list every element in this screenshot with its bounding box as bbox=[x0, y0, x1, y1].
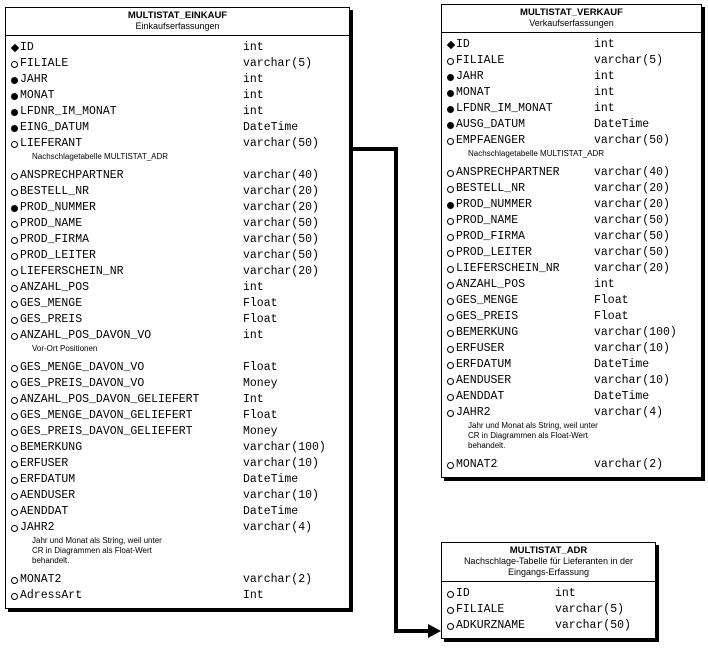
field-row-lieferschein-nr[interactable] bbox=[6, 264, 349, 280]
field-name: MONAT bbox=[456, 86, 491, 99]
field-type: int bbox=[594, 70, 615, 83]
required-field-icon bbox=[447, 106, 454, 113]
optional-field-icon bbox=[447, 330, 454, 337]
field-name: GES_PREIS bbox=[20, 313, 83, 326]
field-row-bemerkung[interactable] bbox=[442, 325, 701, 341]
field-name: ANZAHL_POS bbox=[20, 281, 90, 294]
field-row-prod-name[interactable] bbox=[442, 213, 701, 229]
field-type: varchar(2) bbox=[243, 573, 313, 586]
optional-field-icon bbox=[447, 250, 454, 257]
field-row-ansprechpartner[interactable] bbox=[6, 168, 349, 184]
required-field-icon bbox=[11, 77, 18, 84]
required-field-icon bbox=[447, 122, 454, 129]
optional-field-icon bbox=[447, 266, 454, 273]
field-type: varchar(20) bbox=[243, 185, 319, 198]
field-name: ERFUSER bbox=[20, 457, 69, 470]
field-row-filiale[interactable] bbox=[442, 53, 701, 69]
field-type: DateTime bbox=[594, 118, 650, 131]
field-type: DateTime bbox=[243, 473, 299, 486]
field-type: int bbox=[243, 89, 264, 102]
field-type: Float bbox=[594, 294, 629, 307]
field-row-aenduser[interactable] bbox=[6, 488, 349, 504]
optional-field-icon bbox=[447, 234, 454, 241]
field-type: DateTime bbox=[594, 358, 650, 371]
field-row-anzahl-pos[interactable] bbox=[442, 277, 701, 293]
field-row-prod-firma[interactable] bbox=[442, 229, 701, 245]
field-type: varchar(100) bbox=[594, 326, 677, 339]
field-row-ansprechpartner[interactable] bbox=[442, 165, 701, 181]
field-type: varchar(4) bbox=[243, 521, 313, 534]
field-note: Nachschlagetabelle MULTISTAT_ADR bbox=[468, 149, 605, 158]
table-title: MULTISTAT_VERKAUF bbox=[520, 7, 623, 18]
field-type: varchar(50) bbox=[594, 134, 670, 147]
field-row-ges-preis-davon-vo[interactable] bbox=[6, 376, 349, 392]
table-subtitle: Nachschlage-Tabelle für Lieferanten in der Eingangs-Erfassung bbox=[463, 556, 634, 577]
optional-field-icon bbox=[447, 282, 454, 289]
field-name: FILIALE bbox=[456, 603, 505, 616]
field-name: ADKURZNAME bbox=[456, 619, 526, 632]
field-row-lfdnr-im-monat[interactable] bbox=[442, 101, 701, 117]
field-type: Float bbox=[243, 409, 278, 422]
field-name: BESTELL_NR bbox=[456, 182, 526, 195]
field-row-anzahl-pos-davon-geliefert[interactable] bbox=[6, 392, 349, 408]
field-row-id[interactable] bbox=[6, 40, 349, 56]
optional-field-icon bbox=[11, 477, 18, 484]
field-name: AUSG_DATUM bbox=[456, 118, 526, 131]
field-type: int bbox=[243, 281, 264, 294]
field-name: MONAT2 bbox=[20, 573, 62, 586]
field-type: varchar(2) bbox=[594, 458, 664, 471]
table-header bbox=[6, 8, 349, 36]
field-type: int bbox=[243, 41, 264, 54]
field-name: LIEFERSCHEIN_NR bbox=[456, 262, 560, 275]
table-subtitle: Einkaufserfassungen bbox=[135, 21, 220, 31]
field-type: varchar(10) bbox=[594, 342, 670, 355]
optional-field-icon bbox=[11, 525, 18, 532]
optional-field-icon bbox=[11, 237, 18, 244]
field-type: Int bbox=[243, 589, 264, 602]
field-type: Money bbox=[243, 425, 278, 438]
field-type: varchar(5) bbox=[243, 57, 313, 70]
required-field-icon bbox=[11, 205, 18, 212]
required-field-icon bbox=[11, 125, 18, 132]
field-name: ANSPRECHPARTNER bbox=[20, 169, 124, 182]
table-subtitle: Verkaufserfassungen bbox=[529, 18, 614, 28]
optional-field-icon bbox=[447, 218, 454, 225]
field-type: Float bbox=[243, 313, 278, 326]
optional-field-icon bbox=[447, 314, 454, 321]
field-type: varchar(40) bbox=[243, 169, 319, 182]
table-multistat-adr[interactable] bbox=[441, 542, 656, 639]
field-name: MONAT bbox=[20, 89, 55, 102]
optional-field-icon bbox=[11, 61, 18, 68]
optional-field-icon bbox=[11, 141, 18, 148]
field-type: varchar(10) bbox=[243, 457, 319, 470]
field-name: JAHR2 bbox=[20, 521, 55, 534]
field-type: varchar(20) bbox=[243, 201, 319, 214]
optional-field-icon bbox=[447, 186, 454, 193]
optional-field-icon bbox=[11, 493, 18, 500]
field-list bbox=[442, 582, 655, 638]
field-name: MONAT2 bbox=[456, 458, 498, 471]
field-row-jahr[interactable] bbox=[6, 72, 349, 88]
field-type: varchar(50) bbox=[243, 249, 319, 262]
field-name: ERFUSER bbox=[456, 342, 505, 355]
required-field-icon bbox=[447, 74, 454, 81]
table-header bbox=[442, 5, 701, 33]
field-name: GES_MENGE_DAVON_VO bbox=[20, 361, 145, 374]
field-name: GES_MENGE_DAVON_GELIEFERT bbox=[20, 409, 193, 422]
required-field-icon bbox=[11, 109, 18, 116]
field-name: ERFDATUM bbox=[20, 473, 76, 486]
field-name: ANSPRECHPARTNER bbox=[456, 166, 560, 179]
field-type: varchar(10) bbox=[594, 374, 670, 387]
field-type: varchar(4) bbox=[594, 406, 664, 419]
field-list bbox=[442, 33, 701, 477]
table-header bbox=[442, 543, 655, 582]
required-field-icon bbox=[447, 90, 454, 97]
field-row-aenddat[interactable] bbox=[6, 504, 349, 520]
field-name: PROD_NUMMER bbox=[456, 198, 532, 211]
field-row-prod-leiter[interactable] bbox=[6, 248, 349, 264]
field-name: GES_PREIS bbox=[456, 310, 519, 323]
field-name: LFDNR_IM_MONAT bbox=[456, 102, 553, 115]
optional-field-icon bbox=[11, 253, 18, 260]
optional-field-icon bbox=[11, 317, 18, 324]
field-row-monat[interactable] bbox=[442, 85, 701, 101]
field-row-erfuser[interactable] bbox=[6, 456, 349, 472]
field-type: Float bbox=[243, 361, 278, 374]
field-name: BEMERKUNG bbox=[20, 441, 83, 454]
field-row-ausg-datum[interactable] bbox=[442, 117, 701, 133]
field-type: varchar(50) bbox=[594, 246, 670, 259]
field-type: varchar(50) bbox=[243, 217, 319, 230]
field-name: PROD_LEITER bbox=[20, 249, 96, 262]
field-type: varchar(5) bbox=[555, 603, 625, 616]
required-field-icon bbox=[447, 202, 454, 209]
field-name: AENDDAT bbox=[456, 390, 505, 403]
field-row-jahr2[interactable] bbox=[6, 520, 349, 536]
optional-field-icon bbox=[447, 607, 454, 614]
optional-field-icon bbox=[447, 410, 454, 417]
field-list bbox=[6, 36, 349, 608]
field-type: Int bbox=[243, 393, 264, 406]
table-multistat-einkauf[interactable] bbox=[5, 7, 350, 609]
field-type: int bbox=[243, 105, 264, 118]
primary-key-icon bbox=[447, 41, 455, 49]
field-type: int bbox=[594, 38, 615, 51]
field-row-adressart[interactable] bbox=[6, 588, 349, 604]
field-row-lieferschein-nr[interactable] bbox=[442, 261, 701, 277]
field-name: LIEFERANT bbox=[20, 137, 83, 150]
field-note: Nachschlagetabelle MULTISTAT_ADR bbox=[32, 152, 169, 161]
field-type: varchar(40) bbox=[594, 166, 670, 179]
field-row-aenddat[interactable] bbox=[442, 389, 701, 405]
field-type: Money bbox=[243, 377, 278, 390]
field-type: int bbox=[594, 278, 615, 291]
optional-field-icon bbox=[11, 189, 18, 196]
field-type: varchar(20) bbox=[594, 198, 670, 211]
optional-field-icon bbox=[11, 593, 18, 600]
field-name: GES_PREIS_DAVON_VO bbox=[20, 377, 145, 390]
field-name: JAHR2 bbox=[456, 406, 491, 419]
field-type: Float bbox=[594, 310, 629, 323]
optional-field-icon bbox=[11, 269, 18, 276]
optional-field-icon bbox=[447, 298, 454, 305]
optional-field-icon bbox=[11, 397, 18, 404]
relation-arrowhead bbox=[428, 624, 441, 638]
field-name: ANZAHL_POS_DAVON_VO bbox=[20, 329, 152, 342]
field-row-bestell-nr[interactable] bbox=[6, 184, 349, 200]
optional-field-icon bbox=[11, 285, 18, 292]
field-name: GES_MENGE bbox=[456, 294, 519, 307]
field-type: varchar(50) bbox=[243, 233, 319, 246]
field-name: JAHR bbox=[456, 70, 484, 83]
field-row-jahr2[interactable] bbox=[442, 405, 701, 421]
field-type: int bbox=[243, 329, 264, 342]
field-row-erfdatum[interactable] bbox=[442, 357, 701, 373]
field-name: PROD_LEITER bbox=[456, 246, 532, 259]
field-name: PROD_FIRMA bbox=[20, 233, 90, 246]
field-name: EMPFAENGER bbox=[456, 134, 526, 147]
field-type: int bbox=[594, 102, 615, 115]
optional-field-icon bbox=[11, 333, 18, 340]
optional-field-icon bbox=[11, 381, 18, 388]
field-row-ges-preis-davon-geliefert[interactable] bbox=[6, 424, 349, 440]
field-name: PROD_NUMMER bbox=[20, 201, 96, 214]
field-name: ID bbox=[20, 41, 34, 54]
field-row-adkurzname[interactable] bbox=[442, 618, 655, 634]
field-row-filiale[interactable] bbox=[442, 602, 655, 618]
field-row-jahr[interactable] bbox=[442, 69, 701, 85]
field-row-bemerkung[interactable] bbox=[6, 440, 349, 456]
field-row-monat[interactable] bbox=[6, 88, 349, 104]
field-row-aenduser[interactable] bbox=[442, 373, 701, 389]
optional-field-icon bbox=[447, 623, 454, 630]
field-name: AENDUSER bbox=[456, 374, 512, 387]
field-row-erfdatum[interactable] bbox=[6, 472, 349, 488]
field-row-eing-datum[interactable] bbox=[6, 120, 349, 136]
field-row-anzahl-pos-davon-vo[interactable] bbox=[6, 328, 349, 344]
optional-field-icon bbox=[447, 170, 454, 177]
field-type: varchar(10) bbox=[243, 489, 319, 502]
optional-field-icon bbox=[447, 362, 454, 369]
optional-field-icon bbox=[11, 461, 18, 468]
field-type: int bbox=[594, 86, 615, 99]
field-type: varchar(50) bbox=[243, 137, 319, 150]
optional-field-icon bbox=[11, 365, 18, 372]
field-type: varchar(20) bbox=[243, 265, 319, 278]
field-type: Float bbox=[243, 297, 278, 310]
field-row-anzahl-pos[interactable] bbox=[6, 280, 349, 296]
optional-field-icon bbox=[11, 221, 18, 228]
field-name: PROD_NAME bbox=[20, 217, 83, 230]
field-row-bestell-nr[interactable] bbox=[442, 181, 701, 197]
field-row-ges-preis[interactable] bbox=[6, 312, 349, 328]
field-type: int bbox=[243, 73, 264, 86]
field-row-prod-leiter[interactable] bbox=[442, 245, 701, 261]
optional-field-icon bbox=[11, 509, 18, 516]
field-name: LFDNR_IM_MONAT bbox=[20, 105, 117, 118]
field-type: varchar(20) bbox=[594, 262, 670, 275]
field-type: varchar(50) bbox=[594, 230, 670, 243]
field-name: LIEFERSCHEIN_NR bbox=[20, 265, 124, 278]
field-type: varchar(20) bbox=[594, 182, 670, 195]
table-multistat-verkauf[interactable] bbox=[441, 4, 702, 478]
optional-field-icon bbox=[447, 591, 454, 598]
field-note: Vor-Ort Positionen bbox=[32, 344, 98, 353]
field-name: BEMERKUNG bbox=[456, 326, 519, 339]
field-name: ID bbox=[456, 38, 470, 51]
field-name: GES_MENGE bbox=[20, 297, 83, 310]
field-row-prod-nummer[interactable] bbox=[442, 197, 701, 213]
field-name: AENDDAT bbox=[20, 505, 69, 518]
field-row-ges-menge-davon-geliefert[interactable] bbox=[6, 408, 349, 424]
field-type: varchar(100) bbox=[243, 441, 326, 454]
field-type: DateTime bbox=[243, 121, 299, 134]
field-row-ges-menge[interactable] bbox=[6, 296, 349, 312]
field-row-monat2[interactable] bbox=[442, 457, 701, 473]
field-row-ges-menge-davon-vo[interactable] bbox=[6, 360, 349, 376]
field-name: PROD_FIRMA bbox=[456, 230, 526, 243]
field-row-id[interactable] bbox=[442, 586, 655, 602]
optional-field-icon bbox=[447, 346, 454, 353]
optional-field-icon bbox=[447, 462, 454, 469]
field-note: Jahr und Monat als String, weil unter CR in Diagrammen als Float-Wert behandelt. bbox=[32, 536, 162, 565]
field-name: ERFDATUM bbox=[456, 358, 512, 371]
relation-line-lieferant-adkurzname bbox=[349, 149, 430, 631]
optional-field-icon bbox=[447, 394, 454, 401]
field-name: GES_PREIS_DAVON_GELIEFERT bbox=[20, 425, 193, 438]
field-row-monat2[interactable] bbox=[6, 572, 349, 588]
optional-field-icon bbox=[447, 58, 454, 65]
field-row-lieferant[interactable] bbox=[6, 136, 349, 152]
field-name: ID bbox=[456, 587, 470, 600]
required-field-icon bbox=[11, 93, 18, 100]
field-name: AdressArt bbox=[20, 589, 83, 602]
field-row-empfaenger[interactable] bbox=[442, 133, 701, 149]
table-title: MULTISTAT_ADR bbox=[509, 545, 588, 556]
field-type: DateTime bbox=[243, 505, 299, 518]
optional-field-icon bbox=[11, 173, 18, 180]
field-name: BESTELL_NR bbox=[20, 185, 90, 198]
field-type: DateTime bbox=[594, 390, 650, 403]
field-name: FILIALE bbox=[456, 54, 505, 67]
field-name: PROD_NAME bbox=[456, 214, 519, 227]
field-row-ges-preis[interactable] bbox=[442, 309, 701, 325]
optional-field-icon bbox=[11, 445, 18, 452]
table-title: MULTISTAT_EINKAUF bbox=[127, 10, 228, 21]
optional-field-icon bbox=[11, 301, 18, 308]
field-type: int bbox=[555, 587, 576, 600]
field-name: ANZAHL_POS_DAVON_GELIEFERT bbox=[20, 393, 200, 406]
field-name: EING_DATUM bbox=[20, 121, 90, 134]
optional-field-icon bbox=[447, 138, 454, 145]
optional-field-icon bbox=[11, 429, 18, 436]
field-type: varchar(50) bbox=[594, 214, 670, 227]
field-row-lfdnr-im-monat[interactable] bbox=[6, 104, 349, 120]
field-type: varchar(5) bbox=[594, 54, 664, 67]
optional-field-icon bbox=[447, 378, 454, 385]
field-row-filiale[interactable] bbox=[6, 56, 349, 72]
field-name: AENDUSER bbox=[20, 489, 76, 502]
optional-field-icon bbox=[11, 577, 18, 584]
field-row-prod-nummer[interactable] bbox=[6, 200, 349, 216]
field-row-erfuser[interactable] bbox=[442, 341, 701, 357]
primary-key-icon bbox=[11, 44, 19, 52]
field-row-prod-name[interactable] bbox=[6, 216, 349, 232]
field-note: Jahr und Monat als String, weil unter CR in Diagrammen als Float-Wert behandelt. bbox=[468, 421, 598, 450]
field-name: JAHR bbox=[20, 73, 48, 86]
field-name: FILIALE bbox=[20, 57, 69, 70]
field-row-ges-menge[interactable] bbox=[442, 293, 701, 309]
field-row-prod-firma[interactable] bbox=[6, 232, 349, 248]
field-row-id[interactable] bbox=[442, 37, 701, 53]
optional-field-icon bbox=[11, 413, 18, 420]
field-type: varchar(50) bbox=[555, 619, 631, 632]
field-name: ANZAHL_POS bbox=[456, 278, 526, 291]
